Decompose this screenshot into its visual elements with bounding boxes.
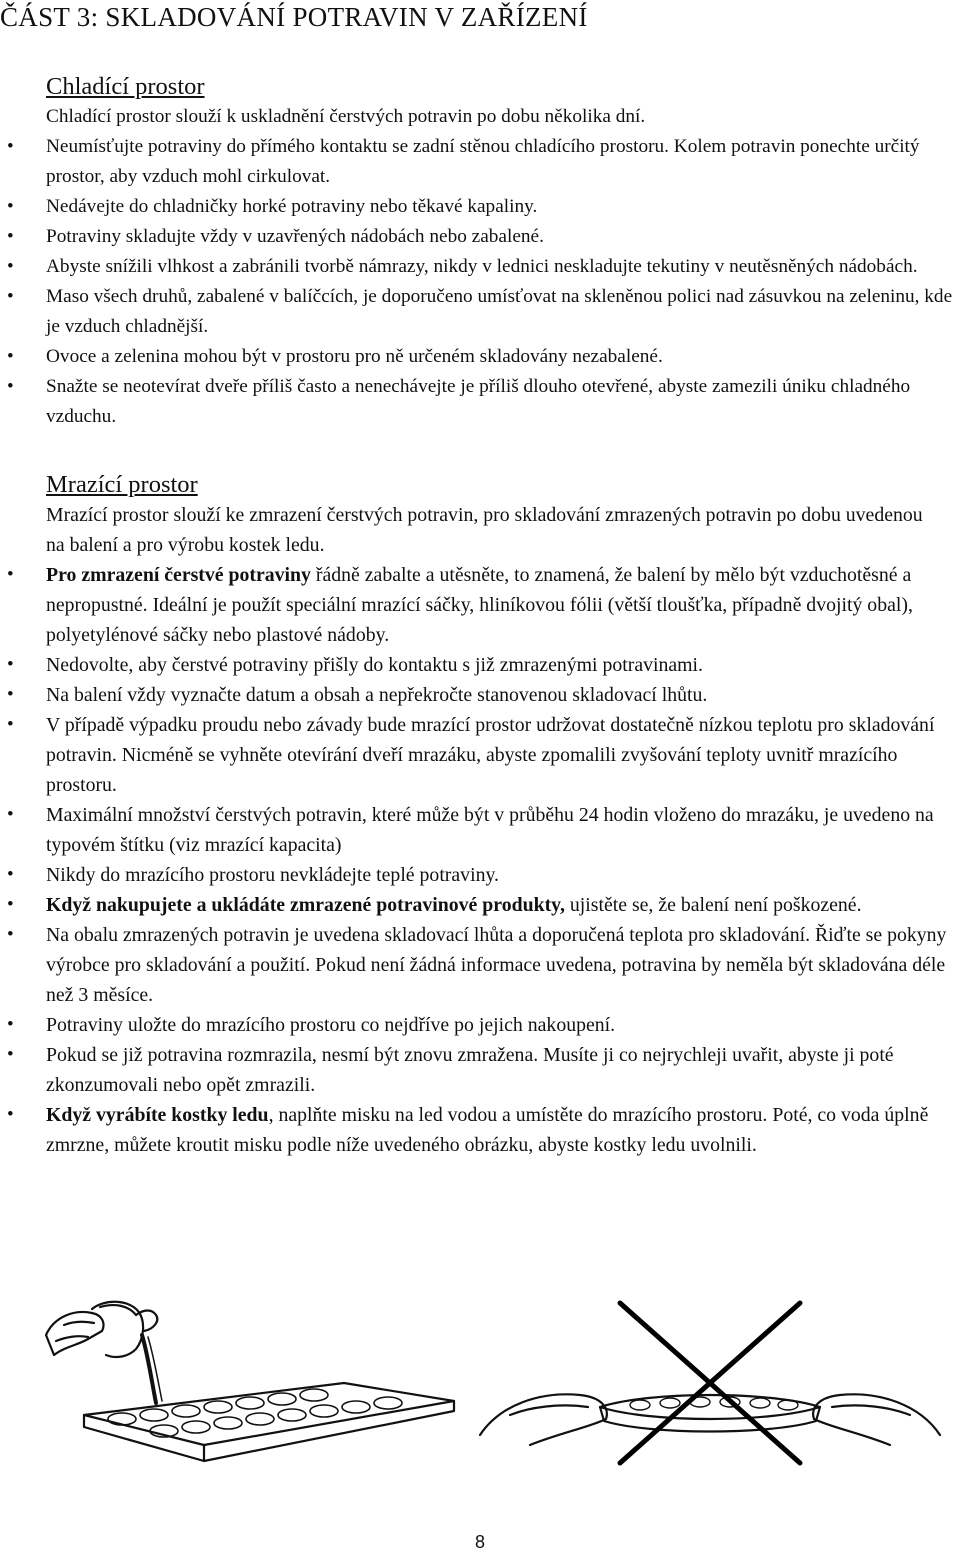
fridge-list [0, 132, 960, 432]
list-item [0, 800, 958, 860]
list-item-text: , naplňte misku na led vodou a umístěte do mrazícího prostoru. Poté, co voda úplně zmrzne, můžete kroutit misku podle níže uvedeného obrázku, abyste kostky ledu uvolnili. [46, 1104, 929, 1156]
fridge-intro: Chladící prostor slouží k uskladnění čerstvých potravin po dobu několika dní. [46, 106, 646, 127]
list-item-text: Na balení vždy vyznačte datum a obsah a nepřekročte stanovenou skladovací lhůtu. [46, 684, 708, 706]
list-item-text: Maximální množství čerstvých potravin, které může být v průběhu 24 hodin vloženo do mrazáku, je uvedeno na typovém štítku (viz mrazící kapacita) [46, 804, 934, 856]
part-title: ČÁST 3: SKLADOVÁNÍ POTRAVIN V ZAŘÍZENÍ [0, 2, 588, 32]
list-item [0, 1100, 958, 1160]
freezer-section [0, 470, 960, 1160]
freezer-heading: Mrazící prostor [46, 471, 198, 498]
freezer-intro: Mrazící prostor slouží ke zmrazení čerstvých potravin, pro skladování zmrazených potravin po dobu uvedenou na balení a pro výrobu kostek ledu. [46, 504, 923, 556]
list-item: • Nedávejte do chladničky horké potraviny nebo těkavé kapaliny. [0, 192, 958, 222]
list-item-text: řádně zabalte a utěsněte, to znamená, že balení by mělo být vzduchotěsné a nepropustné. Ideální je použít speciální mrazící sáčky, hliníkovou fólii (větší tloušťka, případně dvojitý obal), polyetylénové sáčky nebo plastové nádoby. [46, 564, 913, 646]
list-item-text: Nedovolte, aby čerstvé potraviny přišly do kontaktu s již zmrazenými potravinami. [46, 654, 704, 676]
list-item [0, 650, 958, 680]
list-item [0, 560, 958, 650]
list-item-text: Na obalu zmrazených potravin je uvedena skladovací lhůta a doporučená teplota pro skladování. Řiďte se pokyny výrobce pro skladování a použití. Pokud není žádná informace uvedena, potravina by neměla být skladována déle než 3 měsíce. [46, 924, 947, 1006]
list-item-text: V případě výpadku proudu nebo závady bude mrazící prostor udržovat dostatečně nízkou teplotu pro skladování potravin. Nicméně se vyhněte otevírání dveří mrazáku, abyste zpomalili zvyšování teploty uvnitř mrazícího prostoru. [46, 714, 935, 796]
list-item-text: ujistěte se, že balení není poškozené. [564, 894, 862, 916]
fridge-heading: Chladící prostor [46, 73, 205, 100]
freezer-list [0, 560, 960, 1160]
list-item [0, 680, 958, 710]
list-item: • Ovoce a zelenina mohou být v prostoru pro ně určeném skladovány nezabalené. [0, 342, 958, 372]
list-item-text: Potraviny uložte do mrazícího prostoru co nejdříve po jejich nakoupení. [46, 1014, 616, 1036]
list-item-bold: Když vyrábíte kostky ledu [46, 1104, 269, 1126]
list-item-bold: Když nakupujete a ukládáte zmrazené potravinové produkty, [46, 894, 565, 916]
list-item: • Neumísťujte potraviny do přímého kontaktu se zadní stěnou chladícího prostoru. Kolem potravin ponechte určitý prostor, aby vzduch mohl cirkulovat. [0, 132, 958, 192]
page-number: 8 [474, 1532, 485, 1552]
list-item: • Abyste snížili vlhkost a zabránili tvorbě námrazy, nikdy v lednici neskladujte tekutiny v neutěsněných nádobách. [0, 252, 958, 282]
list-item [0, 1040, 958, 1100]
ice-tray-filling-illustration [44, 1295, 464, 1470]
list-item [0, 710, 958, 800]
list-item [0, 920, 958, 1010]
ice-tray-twisting-illustration [470, 1295, 950, 1470]
list-item [0, 860, 958, 890]
cross-out-mark [620, 1303, 800, 1463]
list-item: • Maso všech druhů, zabalené v balíčcích, je doporučeno umísťovat na skleněnou polici nad zásuvkou na zeleninu, kde je vzduch chladnější. [0, 282, 958, 342]
list-item [0, 1010, 958, 1040]
list-item-text: Pokud se již potravina rozmrazila, nesmí být znovu zmražena. Musíte ji co nejrychleji uvařit, abyste ji poté zkonzumovali nebo opět zmrazili. [46, 1044, 894, 1096]
list-item-bold: Pro zmrazení čerstvé potraviny [46, 564, 311, 586]
list-item: • Potraviny skladujte vždy v uzavřených nádobách nebo zabalené. [0, 222, 958, 252]
fridge-section [0, 72, 960, 432]
list-item-text: Nikdy do mrazícího prostoru nevkládejte teplé potraviny. [46, 864, 500, 886]
list-item: • Snažte se neotevírat dveře příliš často a nenechávejte je příliš dlouho otevřené, abyste zamezili úniku chladného vzduchu. [0, 372, 958, 432]
list-item [0, 890, 958, 920]
